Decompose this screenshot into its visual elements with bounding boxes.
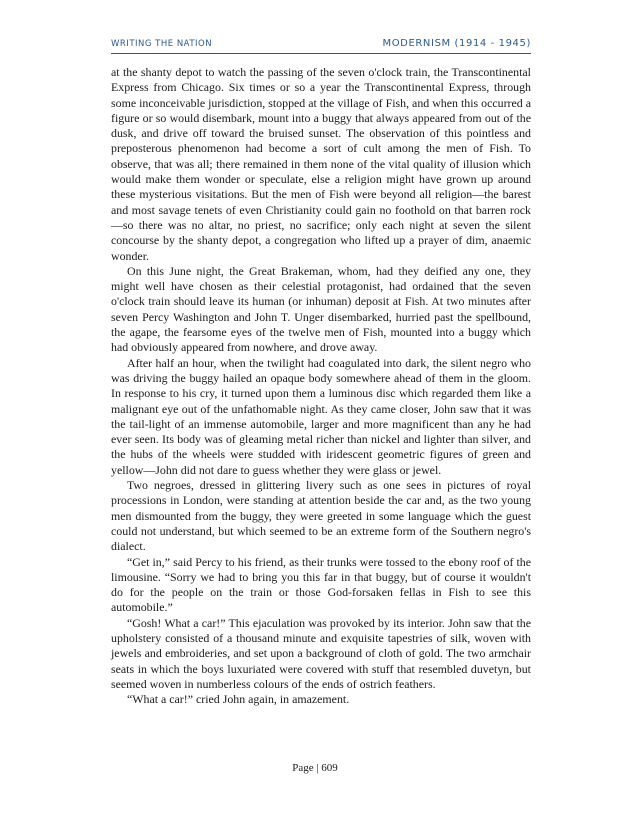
paragraph: After half an hour, when the twilight had coagulated into dark, the silent negro who was driving the buggy hailed an opaque body somewhere ahead of them in the gloom. In response to his cry, it turned upon them a luminous disc which regarded them like a malignant eye out of the unfathomable night. As they came closer, John saw that it was the tail-light of an immense automobile, larger and more magnificent than any he had ever seen. Its body was of gleaming metal richer than nickel and lighter than silver, and the hubs of the wheels were studded with iridescent geometric figures of green and yellow—John did not dare to guess whether they were glass or jewel. [111,355,531,477]
header-book-title: WRITING THE NATION [111,39,213,49]
paragraph: at the shanty depot to watch the passing of the seven o'clock train, the Transcontinental Express from Chicago. Six times or so a year the Transcontinental Express, through some inconceivable jurisdiction, stopped at the village of Fish, and when this occurred a figure or so would disembark, mount into a buggy that always appeared from out of the dusk, and drive off toward the bruised sunset. The observation of this pointless and preposterous phenomenon had become a sort of cult among the men of Fish. To observe, that was all; there remained in them none of the vital quality of illusion which would make them wonder or speculate, else a religion might have grown up around these mysterious visitations. But the men of Fish were beyond all religion—the barest and most savage tenets of even Christianity could gain no foothold on that barren rock—so there was no altar, no priest, no sacrifice; only each night at seven the silent concourse by the shanty depot, a congregation who lifted up a prayer of dim, anaemic wonder. [111,65,531,263]
paragraph: On this June night, the Great Brakeman, whom, had they deified any one, they might well have chosen as their celestial protagonist, had ordained that the seven o'clock train should leave its human (or inhuman) deposit at Fish. At two minutes after seven Percy Washington and John T. Unger disembarked, hurried past the spellbound, the agape, the fearsome eyes of the twelve men of Fish, mounted into a buggy which had obviously appeared from nowhere, and drove away. [111,263,531,355]
header-section-title: MODERNISM (1914 - 1945) [382,38,531,49]
paragraph: “Get in,” said Percy to his friend, as their trunks were tossed to the ebony roof of the limousine. “Sorry we had to bring you this far in that buggy, but of course it wouldn't do for the people on the train or those God-forsaken fellas in Fish to see this automobile.” [111,554,531,615]
body-text [111,65,531,707]
page-number: Page | 609 [292,762,338,774]
paragraph: Two negroes, dressed in glittering livery such as one sees in pictures of royal processions in London, were standing at attention beside the car and, as the two young men dismounted from the buggy, they were greeted in some language which the guest could not understand, but which seemed to be an extreme form of the Southern negro's dialect. [111,478,531,554]
paragraph: “Gosh! What a car!” This ejaculation was provoked by its interior. John saw that the upholstery consisted of a thousand minute and exquisite tapestries of silk, woven with jewels and embroideries, and set upon a background of cloth of gold. The two armchair seats in which the boys luxuriated were covered with stuff that resembled duvetyn, but seemed woven in numberless colours of the ends of ostrich feathers. [111,615,531,691]
paragraph: “What a car!” cried John again, in amazement. [127,692,350,707]
running-header [111,39,531,54]
